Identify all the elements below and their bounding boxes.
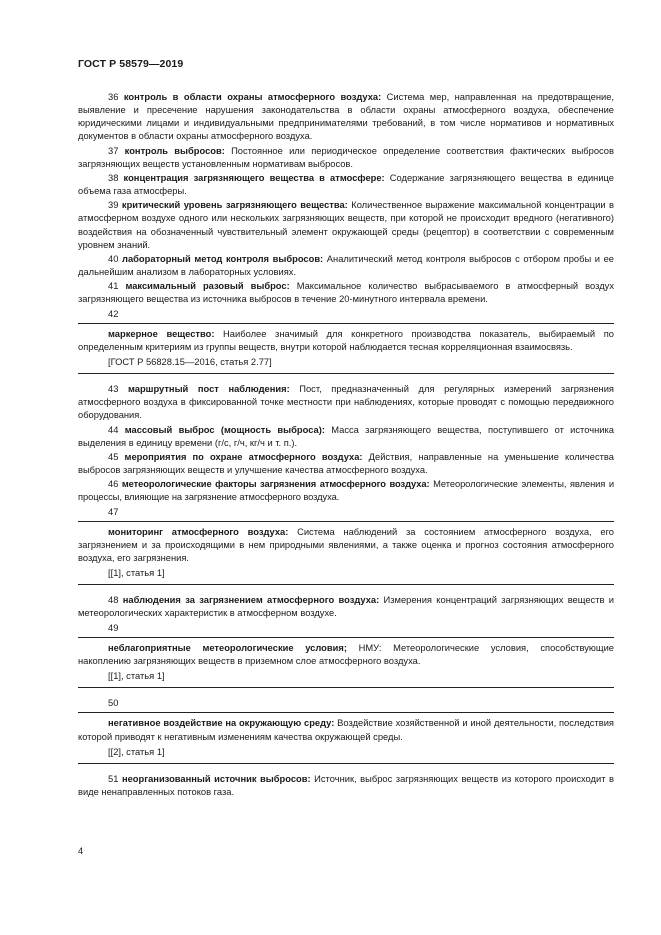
term-name: неблагоприятные метеорологические условия; [108,642,347,653]
term-number: 44 [108,424,119,435]
term-number-42: 42 [108,308,119,319]
term-name: контроль в области охраны атмосферного воздуха: [123,92,382,102]
term-entry-38 [78,172,614,198]
term-number: 39 [108,200,119,211]
term-entry-43 [78,383,614,422]
term-name: массовый выброс (мощность выброса): [124,424,325,435]
page-number: 4 [78,846,84,856]
term-name: негативное воздействие на окружающую среду: [108,718,335,729]
term-entry-46 [78,478,614,504]
term-number: 40 [108,253,119,264]
term-box-50 [78,712,614,763]
term-number: 38 [108,172,119,183]
term-definition: Постоянное или периодическое определение соответствия фактических выбросов загрязняющих веществ установленным нормативам выбросов. [78,145,614,169]
term-source: [ГОСТ Р 56828.15—2016, статья 2.77] [108,356,272,367]
term-definition: Система наблюдений за состоянием атмосферного воздуха, его загрязнением и за происходящими в нем природными явлениями, а также оценка и прогноз состояния атмосферного воздуха, его загрязнения. [78,526,614,563]
term-number: 46 [108,479,119,490]
term-definition: Количественное выражение максимальной концентрации в атмосферном воздухе одного или нескольких загрязняющих веществ, при которой не происходит вредного (негативного) воздействия на обозначенный чувствительный элемент окружающей среды (рецептор) в соответствии с современным уровнем знаний. [78,200,614,250]
term-entry-40 [78,253,614,279]
term-definition: Источник, выброс загрязняющих веществ из которого происходит в виде ненаправленных потоков газа. [78,773,614,798]
term-name: максимальный разовый выброс: [125,281,290,292]
term-name: критический уровень загрязняющего вещества: [121,200,348,211]
term-entry-47 [78,526,614,565]
term-definition: Максимальное количество выбрасываемого в атмосферный воздух загрязняющего вещества из источника выбросов в течение 20-минутного интервала времени. [78,281,614,305]
term-box-47 [78,521,614,586]
term-name: неорганизованный источник выбросов: [121,773,311,784]
terms-list [78,91,614,800]
term-definition: Содержание загрязняющего вещества в единице объема газа атмосферы. [78,172,614,197]
term-name: маршрутный пост наблюдения: [127,384,290,395]
term-number: 51 [108,773,119,784]
term-entry-41 [78,280,614,306]
term-definition: Масса загрязняющего вещества, поступившего от источника выделения в единицу времени (г/с, г/ч, кг/ч и т. п.). [78,424,614,448]
term-entry-37 [78,145,614,171]
term-definition: Пост, предназначенный для регулярных измерений загрязнения атмосферного воздуха в фиксированной точке местности при наблюдениях, которые проводят с помощью передвижного оборудования. [78,384,614,421]
term-entry-42 [78,328,614,354]
term-number: 37 [108,145,119,156]
term-entry-51 [78,773,614,799]
term-number-50: 50 [108,698,119,709]
term-definition: Действия, направленные на уменьшение количества выбросов загрязняющих веществ и улучшение качества атмосферного воздуха. [78,451,614,476]
term-number: 43 [108,384,119,395]
term-number: 41 [108,281,119,292]
term-definition: Аналитический метод контроля выбросов с отбором пробы и ее дальнейшим анализом в лабораторных условиях. [78,253,614,278]
term-name: мониторинг атмосферного воздуха: [108,526,289,537]
term-entry-49 [78,642,614,668]
term-source: [[1], статья 1] [108,671,165,682]
term-name: мероприятия по охране атмосферного воздуха: [124,451,363,462]
term-definition: Система мер, направленная на предотвращение, выявление и пресечение нарушения законодательства в области охраны атмосферного воздуха, обеспечение юридическими лицами и индивидуальными предпринимателями требований, в том числе нормативов и нормативных документов в области охраны атмосферного воздуха. [78,92,614,142]
term-entry-44 [78,424,614,450]
term-name: наблюдения за загрязнением атмосферного воздуха: [122,595,380,606]
term-definition: Воздействие хозяйственной и иной деятельности, последствия которой приводят к негативным изменениям качества окружающей среды. [78,718,614,742]
term-entry-45 [78,451,614,477]
term-source: [[2], статья 1] [108,746,165,757]
term-definition: НМУ: Метеорологические условия, способствующие накоплению загрязняющих веществ в приземном слое атмосферного воздуха. [78,642,614,666]
term-definition: Измерения концентраций загрязняющих веществ и метеорологических характеристик в атмосферном воздухе. [78,595,614,619]
term-source: [[1], статья 1] [108,568,165,579]
term-box-42 [78,323,614,374]
term-entry-36 [78,91,614,144]
term-number: 36 [108,92,119,102]
term-entry-48 [78,594,614,620]
term-name: концентрация загрязняющего вещества в атмосфере: [123,172,385,183]
term-number: 45 [108,451,119,462]
term-number: 48 [108,595,119,606]
term-definition: Наиболее значимый для конкретного производства показатель, выбираемый по определенным критериям из группы веществ, внутри которой наблюдается тесная корреляционная взаимосвязь. [78,328,614,352]
term-name: лабораторный метод контроля выбросов: [122,253,324,264]
term-entry-50 [78,717,614,743]
term-name: контроль выбросов: [124,145,225,156]
term-box-49 [78,637,614,688]
term-name: метеорологические факторы загрязнения атмосферного воздуха: [121,479,430,490]
term-definition: Метеорологические элементы, явления и процессы, влияющие на загрязнение атмосферного воздуха. [78,479,614,503]
term-number-47: 47 [108,506,119,517]
term-number-49: 49 [108,622,119,633]
term-name: маркерное вещество: [108,328,215,339]
term-entry-39 [78,199,614,252]
standard-header: ГОСТ Р 58579—2019 [78,58,184,70]
